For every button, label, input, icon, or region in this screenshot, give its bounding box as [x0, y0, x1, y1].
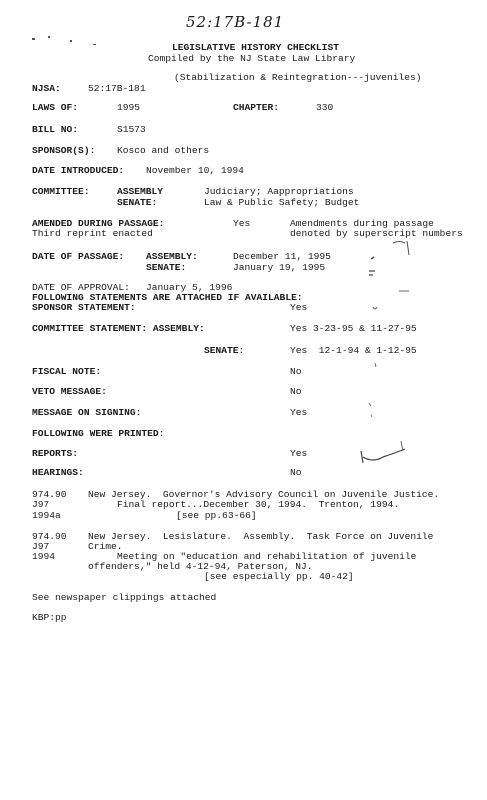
fiscal-label: FISCAL NOTE: — [32, 366, 102, 377]
passage-assembly-value: December 11, 1995 — [233, 251, 331, 262]
committee-assembly-label: ASSEMBLY — [117, 186, 164, 197]
sponsor-label: SPONSOR(S): — [32, 145, 96, 156]
scan-speck — [32, 38, 35, 40]
scan-speck — [93, 44, 96, 45]
veto-label: VETO MESSAGE: — [32, 386, 107, 397]
committee-label: COMMITTEE: — [32, 186, 90, 197]
introduced-label: DATE INTRODUCED: — [32, 165, 125, 176]
reports-label: REPORTS: — [32, 448, 79, 459]
reference-2-line-3: Meeting on "education and rehabilitation of juvenile — [117, 551, 417, 562]
reference-2-line-2: Crime. — [88, 541, 123, 552]
committee-assembly-value: Judiciary; Aappropriations — [204, 186, 354, 197]
scan-marks — [355, 235, 425, 495]
committee-statement-senate-value: Yes 12-1-94 & 1-12-95 — [290, 345, 417, 356]
passage-label: DATE OF PASSAGE: — [32, 251, 125, 262]
clippings-note: See newspaper clippings attached — [32, 592, 217, 603]
signing-label: MESSAGE ON SIGNING: — [32, 407, 142, 418]
veto-value: No — [290, 386, 302, 397]
signing-value: Yes — [290, 407, 308, 418]
following-statements: FOLLOWING STATEMENTS ARE ATTACHED IF AVAILABLE: — [32, 292, 303, 303]
sponsor-value: Kosco and others — [117, 145, 210, 156]
chapter-value: 330 — [316, 102, 334, 113]
bill-label: BILL NO: — [32, 124, 79, 135]
reference-2-call-3: 1994 — [32, 551, 56, 562]
typist-initials: KBP:pp — [32, 612, 67, 623]
committee-statement-assembly-value: Yes 3-23-95 & 11-27-95 — [290, 323, 417, 334]
fiscal-value: No — [290, 366, 302, 377]
reference-1-call-2: J97 — [32, 499, 50, 510]
committee-statement-label: COMMITTEE STATEMENT: ASSEMBLY: — [32, 323, 205, 334]
njsa-label: NJSA: — [32, 83, 61, 94]
reference-1-call-1: 974.90 — [32, 489, 67, 500]
amended-note-1: Amendments during passage — [290, 218, 434, 229]
scan-speck — [70, 40, 72, 42]
reference-1-line-3: [see pp.63-66] — [176, 510, 257, 521]
reference-1-line-2: Final report...December 30, 1994. Trenton, 1994. — [117, 499, 400, 510]
reference-2-line-4: offenders," held 4-12-94, Paterson, NJ. — [88, 561, 313, 572]
passage-assembly-label: ASSEMBLY: — [146, 251, 198, 262]
chapter-label: CHAPTER: — [233, 102, 280, 113]
laws-label: LAWS OF: — [32, 102, 79, 113]
njsa-value: 52:17B-181 — [88, 83, 146, 94]
sponsor-statement-label: SPONSOR STATEMENT: — [32, 302, 136, 313]
approval-value: January 5, 1996 — [146, 282, 233, 293]
handwritten-statute-number: 52:17B-181 — [186, 13, 285, 31]
compiled-by: Compiled by the NJ State Law Library — [148, 53, 356, 64]
amended-note-2: denoted by superscript numbers — [290, 228, 463, 239]
passage-senate-value: January 19, 1995 — [233, 262, 326, 273]
hearings-value: No — [290, 467, 302, 478]
bill-value: S1573 — [117, 124, 146, 135]
introduced-value: November 10, 1994 — [146, 165, 244, 176]
scan-speck — [48, 36, 50, 38]
committee-senate-label: SENATE: — [117, 197, 158, 208]
checklist-title: LEGISLATIVE HISTORY CHECKLIST — [172, 42, 339, 53]
sponsor-statement-value: Yes — [290, 302, 308, 313]
reference-1-line-1: New Jersey. Governor's Advisory Council on Juvenile Justice. — [88, 489, 440, 500]
laws-value: 1995 — [117, 102, 141, 113]
amended-label: AMENDED DURING PASSAGE: — [32, 218, 165, 229]
reports-value: Yes — [290, 448, 308, 459]
reference-2-line-1: New Jersey. Lesislature. Assembly. Task Force on Juvenile — [88, 531, 434, 542]
committee-statement-senate-label: SENATE: — [204, 345, 245, 356]
reference-1-call-3: 1994a — [32, 510, 61, 521]
hearings-label: HEARINGS: — [32, 467, 84, 478]
amended-value: Yes — [233, 218, 251, 229]
subject-line: (Stabilization & Reintegration---juveniles) — [174, 72, 422, 83]
reference-2-call-2: J97 — [32, 541, 50, 552]
reprint-note: Third reprint enacted — [32, 228, 153, 239]
committee-senate-value: Law & Public Safety; Budget — [204, 197, 360, 208]
reference-2-line-5: [see especially pp. 40-42] — [204, 571, 354, 582]
passage-senate-label: SENATE: — [146, 262, 187, 273]
approval-label: DATE OF APPROVAL: — [32, 282, 130, 293]
following-printed: FOLLOWING WERE PRINTED: — [32, 428, 165, 439]
reference-2-call-1: 974.90 — [32, 531, 67, 542]
